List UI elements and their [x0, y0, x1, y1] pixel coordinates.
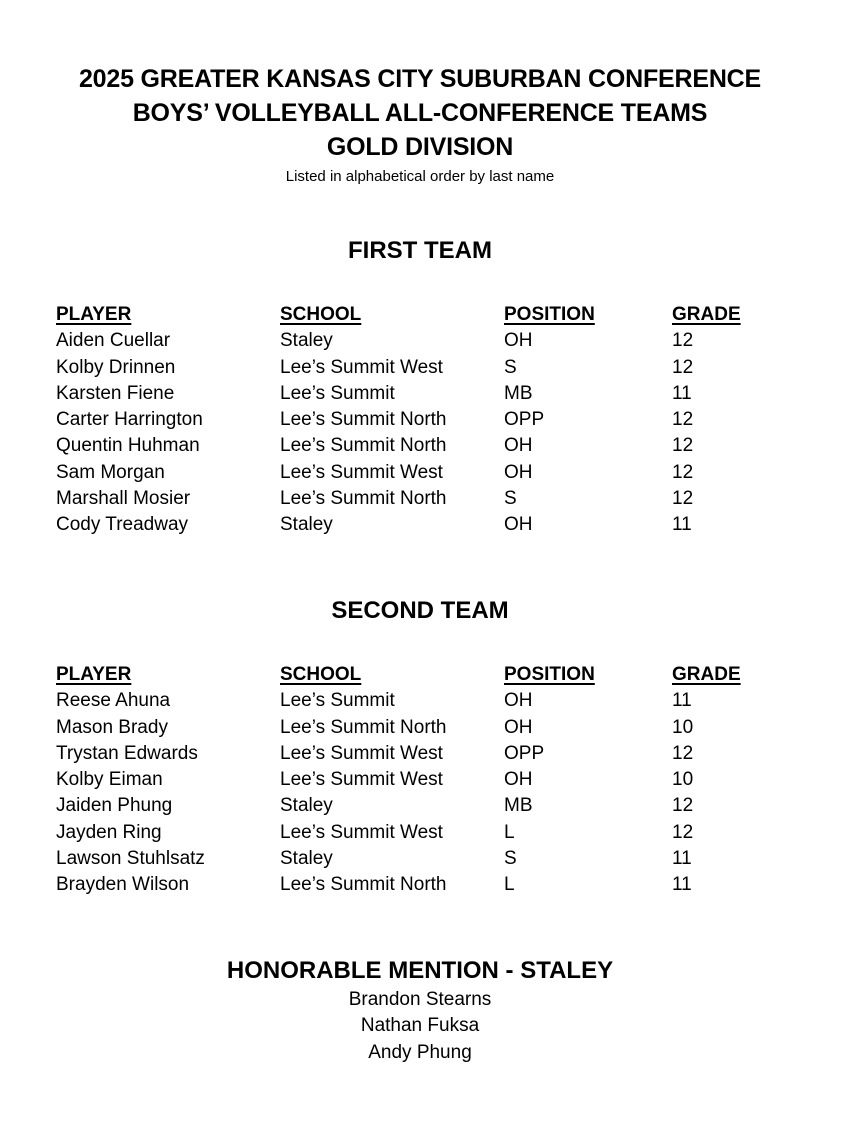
- honorable-mention-name: Andy Phung: [368, 1041, 472, 1063]
- position: S: [504, 488, 517, 510]
- grade: 12: [672, 795, 694, 817]
- position: OPP: [504, 409, 545, 431]
- player-name: Marshall Mosier: [56, 488, 191, 510]
- document-header: [0, 62, 840, 188]
- table-row: [56, 460, 816, 486]
- player-name: Sam Morgan: [56, 461, 165, 483]
- position: OH: [504, 461, 533, 483]
- honorable-mention-name: Brandon Stearns: [348, 989, 492, 1010]
- player-name: Karsten Fiene: [56, 382, 175, 404]
- school-name: Staley: [280, 795, 333, 817]
- column-header-position: POSITION: [504, 304, 595, 325]
- player-name: Kolby Eiman: [56, 769, 163, 791]
- grade: 12: [672, 742, 694, 764]
- grade: 11: [672, 514, 692, 536]
- title-line-2: BOYS’ VOLLEYBALL ALL-CONFERENCE TEAMS: [132, 99, 708, 127]
- school-name: Lee’s Summit West: [280, 461, 443, 483]
- player-name: Carter Harrington: [56, 409, 203, 431]
- second-team-heading: SECOND TEAM: [331, 597, 509, 624]
- player-name: Mason Brady: [56, 716, 168, 738]
- honorable-mention-heading: HONORABLE MENTION - STALEY: [226, 957, 614, 984]
- school-name: Lee’s Summit West: [280, 821, 443, 843]
- school-name: Staley: [280, 848, 333, 870]
- table-header-row: [56, 302, 816, 328]
- table-row: [56, 872, 816, 898]
- school-name: Staley: [280, 330, 333, 352]
- table-header-row: [56, 662, 816, 688]
- player-name: Jaiden Phung: [56, 795, 173, 817]
- position: OH: [504, 690, 533, 712]
- school-name: Lee’s Summit North: [280, 716, 447, 738]
- position: MB: [504, 382, 533, 404]
- table-row: [56, 407, 816, 433]
- school-name: Staley: [280, 514, 333, 536]
- position: OH: [504, 769, 533, 791]
- player-name: Reese Ahuna: [56, 690, 171, 712]
- player-name: Brayden Wilson: [56, 874, 190, 896]
- school-name: Lee’s Summit: [280, 690, 395, 712]
- player-name: Kolby Drinnen: [56, 356, 176, 378]
- first-team-heading: FIRST TEAM: [348, 237, 492, 264]
- grade: 11: [672, 382, 692, 404]
- grade: 12: [672, 356, 694, 378]
- grade: 12: [672, 409, 694, 431]
- player-name: Quentin Huhman: [56, 435, 200, 457]
- table-row: [56, 688, 816, 714]
- player-name: Jayden Ring: [56, 821, 162, 843]
- column-header-player: PLAYER: [56, 304, 132, 325]
- second-team-table: [56, 662, 816, 899]
- table-row: [56, 741, 816, 767]
- position: OH: [504, 514, 533, 536]
- table-row: [56, 767, 816, 793]
- school-name: Lee’s Summit West: [280, 742, 443, 764]
- column-header-position: POSITION: [504, 664, 595, 685]
- school-name: Lee’s Summit North: [280, 874, 447, 896]
- title-line-1: 2025 GREATER KANSAS CITY SUBURBAN CONFERENCE: [78, 65, 762, 93]
- school-name: Lee’s Summit West: [280, 356, 443, 378]
- table-row: [56, 433, 816, 459]
- column-header-grade: GRADE: [672, 664, 741, 685]
- player-name: Cody Treadway: [56, 514, 189, 536]
- position: OH: [504, 330, 533, 352]
- table-row: [56, 328, 816, 354]
- school-name: Lee’s Summit North: [280, 435, 447, 457]
- position: OPP: [504, 742, 545, 764]
- grade: 11: [672, 690, 692, 712]
- player-name: Aiden Cuellar: [56, 330, 171, 352]
- grade: 10: [672, 769, 694, 791]
- school-name: Lee’s Summit: [280, 382, 395, 404]
- table-row: [56, 715, 816, 741]
- first-team-table: [56, 302, 816, 539]
- position: S: [504, 356, 517, 378]
- column-header-school: SCHOOL: [280, 664, 362, 685]
- subtitle: Listed in alphabetical order by last name: [285, 168, 555, 185]
- position: L: [504, 821, 515, 843]
- position: OH: [504, 716, 533, 738]
- grade: 10: [672, 716, 694, 738]
- table-row: [56, 381, 816, 407]
- grade: 12: [672, 821, 694, 843]
- position: OH: [504, 435, 533, 457]
- player-name: Trystan Edwards: [56, 742, 198, 764]
- table-row: [56, 486, 816, 512]
- title-line-3: GOLD DIVISION: [326, 133, 514, 161]
- table-row: [56, 512, 816, 538]
- position: MB: [504, 795, 533, 817]
- column-header-school: SCHOOL: [280, 304, 362, 325]
- column-header-grade: GRADE: [672, 304, 741, 325]
- table-row: [56, 846, 816, 872]
- school-name: Lee’s Summit North: [280, 409, 447, 431]
- grade: 12: [672, 488, 694, 510]
- grade: 12: [672, 461, 694, 483]
- grade: 12: [672, 330, 694, 352]
- position: S: [504, 848, 517, 870]
- table-row: [56, 355, 816, 381]
- grade: 11: [672, 874, 692, 896]
- school-name: Lee’s Summit North: [280, 488, 447, 510]
- grade: 11: [672, 848, 692, 870]
- grade: 12: [672, 435, 694, 457]
- player-name: Lawson Stuhlsatz: [56, 848, 205, 870]
- table-row: [56, 793, 816, 819]
- honorable-mention-section: [0, 955, 840, 1066]
- school-name: Lee’s Summit West: [280, 769, 443, 791]
- column-header-player: PLAYER: [56, 664, 132, 685]
- table-row: [56, 820, 816, 846]
- position: L: [504, 874, 515, 896]
- honorable-mention-name: Nathan Fuksa: [360, 1015, 480, 1037]
